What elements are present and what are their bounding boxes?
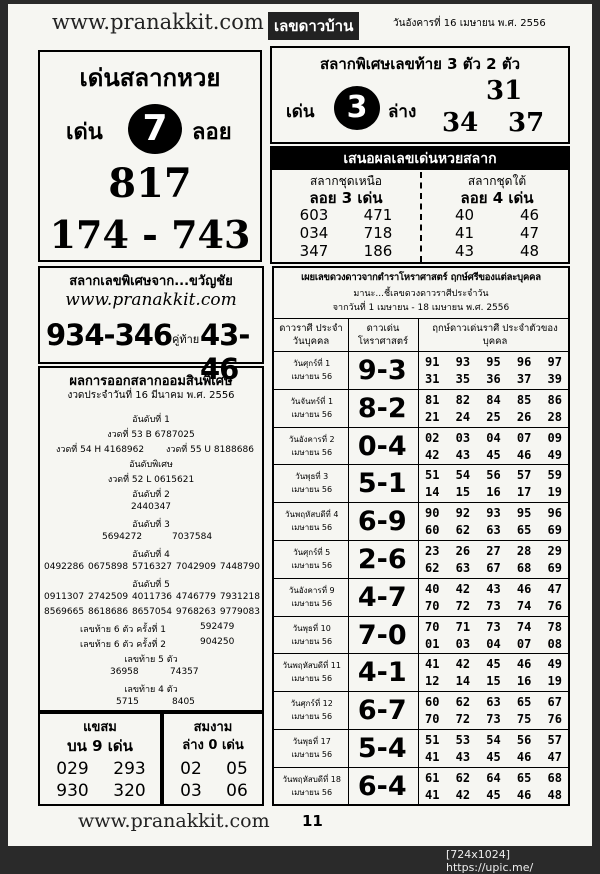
box-special-tail	[270, 46, 570, 144]
box-horoscope	[272, 266, 570, 806]
table-row: วันจันทร์ที่ 1 เมษายน 56 8-2 81 82 84 85 86 21 24 25 26 28	[274, 390, 568, 428]
results-row-5a: 0911307 2742509 4011736 4746779 7931218	[44, 592, 260, 602]
box-tl-big: 7	[142, 108, 168, 149]
box-tl-big-badge	[128, 104, 182, 154]
header-date: วันอังคารที่ 16 เมษายน พ.ศ. 2556	[393, 18, 546, 29]
special-website: www.pranakkit.com	[65, 290, 237, 310]
box-tr-den: เด่น	[286, 102, 315, 122]
results-line: งวดที่ 55 U 8188686	[166, 445, 254, 455]
table-row: วันพฤหัสบดีที่ 11 เมษายน 56 4-1 41 42 45 46 49 12 14 15 16 19	[274, 654, 568, 692]
box-tl-title: เด่นสลากหวย	[79, 64, 221, 92]
newspaper-page	[8, 4, 592, 846]
box-tl-n1: 817	[108, 160, 192, 207]
header-logo: เลขดาวบ้าน	[268, 12, 359, 40]
box-somngam	[162, 712, 264, 806]
horo-range: จากวันที่ 1 เมษายน - 18 เมษายน พ.ศ. 2556	[332, 303, 510, 313]
results-line: 5694272	[102, 532, 143, 542]
offer-south-rows	[432, 206, 562, 260]
table-row: วันพุธที่ 10 เมษายน 56 7-0 70 71 73 74 78 01 03 04 07 08	[274, 617, 568, 655]
box-tl-n2: 174 - 743	[49, 212, 251, 257]
results-line: เลขท้าย 6 ตัว ครั้งที่ 2	[80, 640, 166, 650]
box-offer	[270, 146, 570, 264]
results-line: 36958	[110, 667, 139, 677]
results-line: งวดที่ 54 H 4168962	[56, 445, 145, 455]
offer-south-title: สลากชุดใต้	[467, 174, 527, 188]
box-tr-n2: 34	[442, 108, 479, 138]
special-suffix: 43-46	[200, 318, 250, 386]
table-row: วันศุกร์ที่ 1 เมษายน 56 9-3 91 93 95 96 97 31 35 36 37 39	[274, 352, 568, 390]
list-item: 03 06	[180, 781, 248, 801]
results-line: อันดับที่ 2	[132, 490, 170, 500]
bl-s2: ล่าง 0 เด่น	[182, 738, 244, 753]
box-tr-title: สลากพิเศษเลขท้าย 3 ตัว 2 ตัว	[319, 55, 521, 73]
table-row: วันพุธที่ 17 เมษายน 56 5-4 51 53 54 56 57 41 43 45 46 47	[274, 730, 568, 768]
box-results	[38, 366, 264, 712]
results-line: 2440347	[130, 502, 172, 512]
results-line: 5715	[116, 697, 139, 707]
results-line: 8405	[172, 697, 195, 707]
special-main: 934-346	[46, 318, 173, 352]
box-tl-loi: ลอย	[192, 120, 232, 145]
special-title: สลากเลขพิเศษจาก...ขวัญชัย	[69, 274, 233, 289]
table-row: วันพฤหัสบดีที่ 18 เมษายน 56 6-4 61 62 64 65 68 41 42 45 46 48	[282, 770, 562, 802]
table-row: วันศุกร์ที่ 12 เมษายน 56 6-7 60 62 63 65 67 70 72 73 75 76	[274, 692, 568, 730]
offer-bar: เสนอผลเลขเด่นหวยสลาก	[272, 148, 568, 170]
bl-s1: บน 9 เด่น	[67, 737, 133, 755]
box-tr-n1: 31	[486, 76, 523, 106]
offer-north-sub: ลอย 3 เด่น	[309, 189, 383, 207]
list-item: 41 47	[454, 224, 540, 242]
special-suffix-label: คู่ท้าย	[172, 333, 200, 346]
box-khaesom	[38, 712, 162, 806]
table-row: วันพุธที่ 3 เมษายน 56 5-1 51 54 56 57 59 14 15 16 17 19	[274, 465, 568, 503]
results-line: 904250	[200, 637, 235, 647]
results-line: 7037584	[172, 532, 213, 542]
results-line: งวดที่ 53 B 6787025	[107, 430, 195, 440]
bl-t2: สมงาม	[193, 720, 233, 735]
results-title: ผลการออกสลากออมสินพิเศษ	[69, 374, 233, 389]
results-line: 74357	[170, 667, 199, 677]
results-line: เลขท้าย 5 ตัว	[124, 655, 178, 665]
list-item: 02 05	[180, 759, 248, 779]
results-line: อันดับที่ 5	[132, 580, 170, 590]
table-row: วันอังคารที่ 2 เมษายน 56 0-4 02 03 04 07 09 42 43 45 46 49	[274, 428, 568, 466]
box-den-salak	[38, 50, 262, 262]
list-item: 347 186	[299, 242, 393, 260]
horo-title: เผยเลขดวงดาวจากตำราโหราศาสตร์ ฤกษ์ศรีของแต่ละบุคคล	[301, 272, 541, 283]
box-tr-big-badge	[334, 86, 380, 130]
results-line: อันดับที่ 1	[132, 415, 170, 425]
offer-north-title: สลากชุดเหนือ	[309, 174, 383, 188]
table-row: วันอังคารที่ 9 เมษายน 56 4-7 40 42 43 46 47 70 72 73 74 76	[274, 579, 568, 617]
list-item: 034 718	[299, 224, 393, 242]
box-tl-den: เด่น	[66, 120, 103, 145]
horo-col1: ดาวราศี ประจำวันบุคคล	[279, 323, 343, 347]
results-line: อันดับที่ 4	[132, 550, 170, 560]
results-line: เลขท้าย 4 ตัว	[124, 685, 178, 695]
horo-col3: ฤกษ์ดาวเด่นราศี ประจำตัวของบุคคล	[432, 323, 558, 347]
box-tr-lang: ล่าง	[388, 102, 417, 122]
list-item: 603 471	[299, 206, 393, 224]
header-website: www.pranakkit.com	[52, 10, 264, 34]
table-row: วันศุกร์ที่ 5 เมษายน 56 2-6 23 26 27 28 29 62 63 67 68 69	[274, 541, 568, 579]
page-number: 11	[302, 812, 323, 830]
table-row: วันพฤหัสบดีที่ 4 เมษายน 56 6-9 90 92 93 95 96 60 62 63 65 69	[274, 503, 568, 541]
list-item: 029 293	[56, 759, 146, 779]
horo-sub: มานะ...ชี้เลขดวงดาวราศีประจำวัน	[353, 289, 489, 299]
offer-south-sub: ลอย 4 เด่น	[460, 189, 534, 207]
list-item: 930 320	[56, 781, 146, 801]
results-date: งวดประจำวันที่ 16 มีนาคม พ.ศ. 2556	[67, 390, 235, 401]
footer-website: www.pranakkit.com	[78, 810, 270, 832]
results-row-5b: 8569665 8618686 8657054 9768263 9779083	[44, 607, 260, 617]
results-line: 592479	[200, 622, 235, 632]
results-line: อันดับพิเศษ	[129, 460, 173, 470]
list-item: 40 46	[454, 206, 540, 224]
list-item: 43 48	[454, 242, 540, 260]
bl-t1: แขสม	[83, 720, 117, 735]
box-tr-big: 3	[346, 90, 368, 125]
results-line: เลขท้าย 6 ตัว ครั้งที่ 1	[80, 625, 166, 635]
horo-rows	[274, 352, 568, 806]
upic-watermark: [724x1024] https://upic.me/	[446, 848, 534, 874]
horo-col2: ดาวเด่น โหราศาสตร์	[357, 323, 409, 347]
box-tr-n3: 37	[508, 108, 545, 138]
results-line: อันดับที่ 3	[132, 520, 170, 530]
offer-north-rows	[282, 206, 410, 260]
results-row-4: 0492286 0675898 5716327 7042909 7448790	[44, 562, 260, 572]
results-line: งวดที่ 52 L 0615621	[107, 475, 195, 485]
